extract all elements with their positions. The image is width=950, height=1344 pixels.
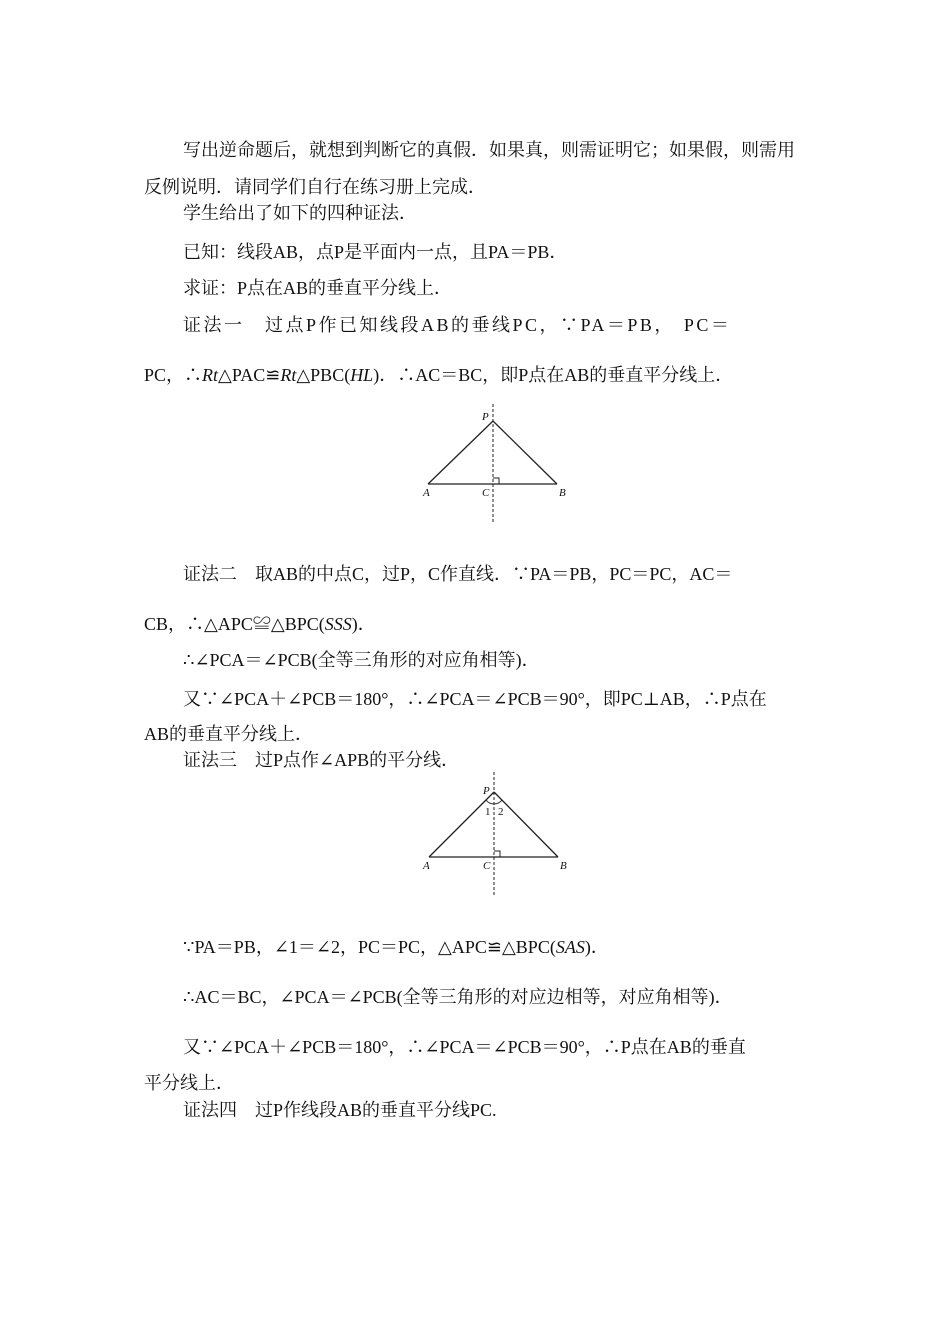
paragraph-intro-1: 写出逆命题后，就想到判断它的真假．如果真，则需证明它；如果假，则需用 bbox=[183, 140, 795, 160]
method-two-line-2: CB，∴△APC≌△BPC(SSS)． bbox=[144, 614, 376, 634]
label-c: C bbox=[483, 860, 491, 872]
method-three-line-3: ∴AC＝BC，∠PCA＝∠PCB(全等三角形的对应边相等，对应角相等)． bbox=[183, 987, 733, 1007]
label-p: P bbox=[482, 411, 489, 423]
method-three-line-4: 又∵∠PCA＋∠PCB＝180°，∴∠PCA＝∠PCB＝90°，∴P点在AB的垂直 bbox=[183, 1037, 746, 1057]
label-p: P bbox=[483, 785, 490, 797]
given-statement: 已知：线段AB，点P是平面内一点，且PA＝PB． bbox=[183, 242, 568, 262]
paragraph-intro-3: 学生给出了如下的四种证法． bbox=[183, 203, 417, 223]
label-b: B bbox=[559, 487, 566, 499]
label-a: A bbox=[423, 487, 430, 499]
triangle-figure-1 bbox=[415, 402, 575, 527]
method-two-line-3: ∴∠PCA＝∠PCB(全等三角形的对应角相等)． bbox=[183, 650, 540, 670]
method-two-line-5: AB的垂直平分线上． bbox=[144, 724, 314, 744]
method-three-line-2: ∵PA＝PB，∠1＝∠2，PC＝PC，△APC≌△BPC(SAS)． bbox=[183, 937, 609, 957]
method-three-line-5: 平分线上． bbox=[144, 1073, 234, 1093]
method-four-line-1: 证法四 过P作线段AB的垂直平分线PC. bbox=[183, 1100, 497, 1120]
triangle-figure-2 bbox=[415, 770, 575, 900]
method-three-line-1: 证法三 过P点作∠APB的平分线． bbox=[183, 750, 460, 770]
label-c: C bbox=[482, 487, 490, 499]
method-two-line-1: 证法二 取AB的中点C，过P，C作直线．∵PA＝PB，PC＝PC，AC＝ bbox=[183, 564, 733, 584]
method-one-line-2: PC，∴Rt△PAC≌Rt△PBC(HL)．∴AC＝BC，即P点在AB的垂直平分线上． bbox=[144, 365, 734, 385]
paragraph-intro-2: 反例说明．请同学们自行在练习册上完成． bbox=[144, 177, 486, 197]
label-a: A bbox=[423, 860, 430, 872]
label-b: B bbox=[560, 860, 567, 872]
label-angle-2: 2 bbox=[498, 806, 504, 818]
label-angle-1: 1 bbox=[485, 806, 491, 818]
method-one-line-1: 证法一 过点P作已知线段AB的垂线PC，∵PA＝PB， PC＝ bbox=[183, 315, 732, 335]
prove-statement: 求证：P点在AB的垂直平分线上． bbox=[183, 278, 453, 298]
method-two-line-4: 又∵∠PCA＋∠PCB＝180°，∴∠PCA＝∠PCB＝90°，即PC⊥AB，∴P点在 bbox=[183, 689, 767, 709]
